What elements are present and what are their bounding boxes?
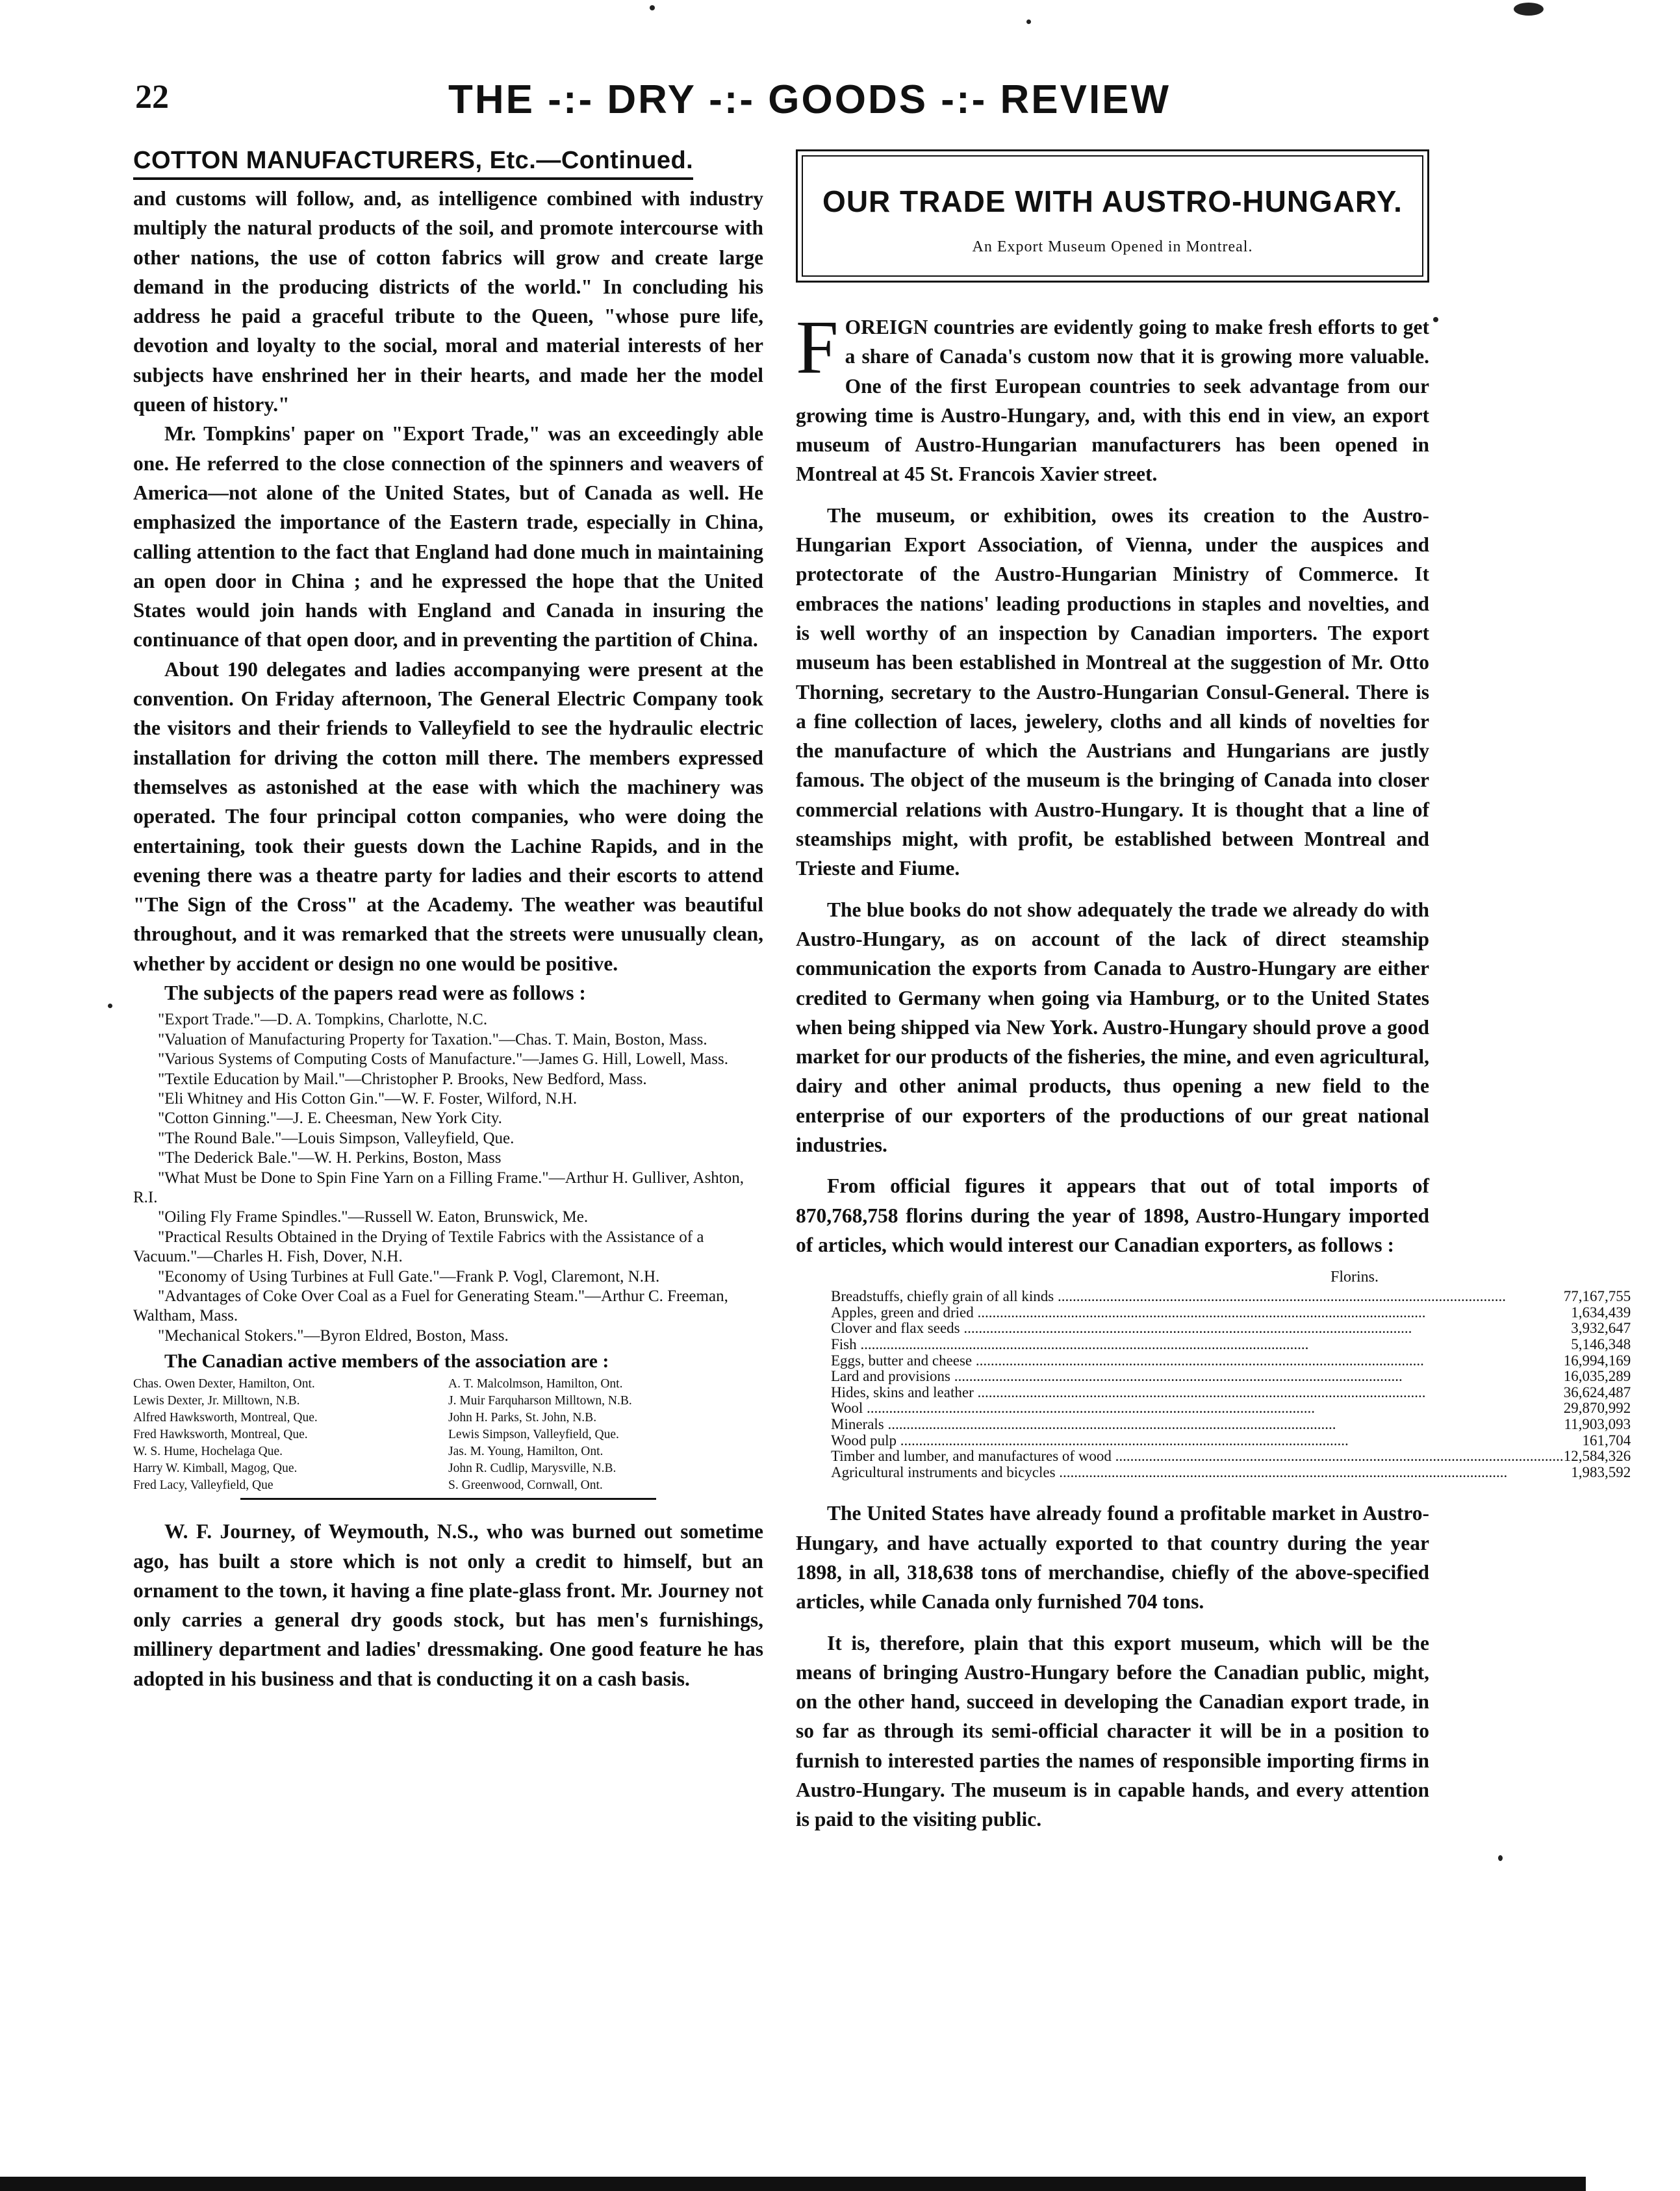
member-name: Chas. Owen Dexter, Hamilton, Ont. [133, 1377, 315, 1391]
import-value: 5,146,348 [1571, 1336, 1631, 1352]
scan-artifact [1514, 3, 1544, 16]
table-row [796, 1449, 1680, 1465]
import-value: 3,932,647 [1571, 1320, 1631, 1337]
import-item: Minerals ........................................................................................................................ [831, 1415, 1336, 1432]
import-item: Clover and flax seeds ........................................................................................................................ [831, 1320, 1412, 1337]
paper-entry: "Valuation of Manufacturing Property for Taxation."—Chas. T. Main, Boston, Mass. [158, 1030, 707, 1048]
import-item: Lard and provisions ........................................................................................................................ [831, 1368, 1403, 1385]
paragraph: From official figures it appears that out of total imports of 870,768,758 florins during the year of 1898, Austro-Hungary imported of articles, which would interest our Canadian exporters, as follows : [796, 1174, 1429, 1256]
paper-entry: "The Round Bale."—Louis Simpson, Valleyfield, Que. [158, 1129, 515, 1147]
left-column [133, 147, 763, 1693]
paper-entry: "Export Trade."—D. A. Tompkins, Charlotte, N.C. [158, 1011, 488, 1029]
article-title-box [796, 149, 1429, 283]
paragraph: The United States have already found a profitable market in Austro-Hungary, and have actually exported to that country during the year 1898, in all, 318,638 tons of merchandise, chiefly of the above-specified articles, while Canada only furnished 704 tons. [796, 1502, 1429, 1614]
member-name: Jas. M. Young, Hamilton, Ont. [448, 1445, 604, 1459]
right-column [796, 147, 1631, 1834]
import-value: 16,035,289 [1563, 1368, 1631, 1385]
paragraph: The blue books do not show adequately the trade we already do with Austro-Hungary, as on account of the lack of direct steamship communication the exports from Canada to Austro-Hungary are either credited to Germany when going via Hamburg, or to the United States when being shipped via New York. Austro-Hungary should prove a good market for our products of the fisheries, the mine, and even agricultural, dairy and other animal products, thus opening a new field to the enterprise of our exporters of the productions of our great national industries. [796, 898, 1429, 1157]
table-row [796, 1353, 1680, 1369]
table-row [796, 1417, 1680, 1433]
paper-entry: "Mechanical Stokers."—Byron Eldred, Boston, Mass. [158, 1326, 509, 1345]
paragraph [796, 305, 1429, 489]
table-row [796, 1385, 1680, 1401]
paper-entry: "Advantages of Coke Over Coal as a Fuel for Generating Steam."—Arthur C. Freeman, Waltham, Mass. [133, 1287, 728, 1325]
members-row [133, 1460, 763, 1477]
paper-entry: "The Dederick Bale."—W. H. Perkins, Boston, Mass [158, 1149, 502, 1167]
paragraph: It is, therefore, plain that this export museum, which will be the means of bringing Austro-Hungary before the Canadian public, might, on the other hand, succeed in developing the Canadian export trade, in so far as through its semi-official character it will be in a position to furnish to interested parties the names of responsible importing firms in Austro-Hungary. The museum is in capable hands, and every attention is paid to the visiting public. [796, 1631, 1429, 1831]
paper-entry: "Eli Whitney and His Cotton Gin."—W. F. Foster, Wilford, N.H. [158, 1089, 578, 1108]
import-value: 36,624,487 [1563, 1384, 1631, 1400]
members-table [133, 1376, 763, 1494]
article-subtitle: An Export Museum Opened in Montreal. [972, 238, 1253, 255]
import-value: 16,994,169 [1563, 1352, 1631, 1369]
papers-list [133, 1010, 763, 1346]
import-item: Apples, green and dried ........................................................................................................................ [831, 1304, 1426, 1321]
member-name: Fred Hawksworth, Montreal, Que. [133, 1428, 308, 1442]
page-number: 22 [135, 79, 169, 116]
table-row [796, 1400, 1680, 1417]
member-name: S. Greenwood, Cornwall, Ont. [448, 1478, 603, 1493]
import-item: Breadstuffs, chiefly grain of all kinds ........................................................................................................................ [831, 1288, 1506, 1305]
table-row [796, 1321, 1680, 1337]
import-value: 11,903,093 [1564, 1415, 1631, 1432]
member-name: Alfred Hawksworth, Montreal, Que. [133, 1411, 318, 1425]
import-value: 77,167,755 [1563, 1288, 1631, 1305]
paper-entry: "Oiling Fly Frame Spindles."—Russell W. Eaton, Brunswick, Me. [158, 1208, 589, 1226]
import-value: 12,584,326 [1563, 1448, 1631, 1465]
import-item: Eggs, butter and cheese ........................................................................................................................ [831, 1352, 1424, 1369]
paragraph: About 190 delegates and ladies accompanying were present at the convention. On Friday afternoon, The General Electric Company took the visitors and their friends to Valleyfield to see the hydraulic electric installation for driving the cotton mill there. The members expressed themselves as astonished at the ease with which the machinery was operated. The four principal cotton companies, who were doing the entertaining, took their guests down the Lachine Rapids, and in the evening there was a theatre party for ladies and their escorts to attend "The Sign of the Cross" at the Academy. The weather was beautiful throughout, and it was remarked that the streets were unusually clean, whether by accident or design no one would be positive. [133, 657, 763, 975]
paragraph: The subjects of the papers read were as follows : [164, 982, 586, 1005]
import-value: 29,870,992 [1563, 1400, 1631, 1417]
paper-entry: "Practical Results Obtained in the Drying of Textile Fabrics with the Assistance of a Vacuum."—Charles H. Fish, Dover, N.H. [133, 1228, 704, 1266]
paper-entry: "Economy of Using Turbines at Full Gate."—Frank P. Vogl, Claremont, N.H. [158, 1267, 660, 1285]
paper-entry: "Various Systems of Computing Costs of Manufacture."—James G. Hill, Lowell, Mass. [158, 1050, 728, 1069]
member-name: Lewis Dexter, Jr. Milltown, N.B. [133, 1394, 300, 1408]
masthead-title: THE -:- DRY -:- GOODS -:- REVIEW [448, 77, 1171, 122]
members-row [133, 1477, 763, 1494]
scan-artifact [108, 1004, 112, 1008]
paper-entry: "Textile Education by Mail."—Christopher P. Brooks, New Bedford, Mass. [158, 1070, 647, 1088]
import-item: Fish ........................................................................................................................ [831, 1336, 1309, 1352]
import-item: Hides, skins and leather ........................................................................................................................ [831, 1384, 1426, 1400]
member-name: J. Muir Farquharson Milltown, N.B. [448, 1394, 632, 1408]
paragraph: W. F. Journey, of Weymouth, N.S., who was burned out sometime ago, has built a store which is not only a credit to himself, but an ornament to the town, it having a fine plate-glass front. Mr. Journey not only carries a general dry goods stock, but has men's furnishings, millinery department and ladies' dressmaking. One good feature he has adopted in his business and that is conducting it on a cash basis. [133, 1520, 763, 1690]
drop-cap: F [796, 305, 839, 390]
import-item: Agricultural instruments and bicycles ........................................................................................................................ [831, 1463, 1508, 1480]
scan-artifact [1498, 1855, 1503, 1861]
members-row [133, 1393, 763, 1410]
figures-heading: Florins. [1330, 1269, 1379, 1286]
paper-entry: "Cotton Ginning."—J. E. Cheesman, New York City. [158, 1109, 502, 1128]
table-row [796, 1369, 1680, 1385]
scan-artifact [650, 5, 655, 10]
import-item: Timber and lumber, and manufactures of wood ........................................................................................................................ [831, 1448, 1564, 1465]
scan-artifact [1026, 19, 1031, 24]
import-item: Wool ........................................................................................................................ [831, 1400, 1316, 1417]
member-name: Harry W. Kimball, Magog, Que. [133, 1462, 298, 1476]
member-name: A. T. Malcolmson, Hamilton, Ont. [448, 1377, 623, 1391]
member-name: W. S. Hume, Hochelaga Que. [133, 1445, 283, 1459]
paragraph: Mr. Tompkins' paper on "Export Trade," was an exceedingly able one. He referred to the close connection of the spinners and weavers of America—not alone of the United States, but of Canada as well. He emphasized the importance of the Eastern trade, especially in China, calling attention to the fact that England had done much in maintaining an open door in China ; and he expressed the hope that the United States would join hands with England and Canada in insuring the continuance of that open door, and in preventing the partition of China. [133, 422, 763, 652]
table-row [796, 1305, 1680, 1321]
table-row [796, 1289, 1680, 1305]
imports-table [796, 1289, 1680, 1480]
paragraph: and customs will follow, and, as intelligence combined with industry multiply the natural products of the soil, and promote intercourse with other nations, the use of cotton fabrics will grow and create large demand in the producing districts of the world." In concluding his address he paid a graceful tribute to the Queen, "whose pure life, devotion and loyalty to the social, moral and material interests of her subjects have enshrined her in their hearts, and made her the model queen of history." [133, 187, 763, 416]
paragraph-text: OREIGN countries are evidently going to make fresh efforts to get a share of Canada's custom now that it is growing more valuable. One of the first European countries to seek advantage from our growing time is Austro-Hungary, and, with this end in view, an export museum of Austro-Hungarian manufacturers has been opened in Montreal at 45 St. Francois Xavier street. [796, 316, 1429, 486]
article-title-box-inner [802, 155, 1423, 277]
table-row [796, 1465, 1680, 1481]
section-heading: COTTON MANUFACTURERS, Etc.—Continued. [133, 147, 693, 180]
table-row [796, 1337, 1680, 1353]
member-name: John H. Parks, St. John, N.B. [448, 1411, 597, 1425]
member-name: John R. Cudlip, Marysville, N.B. [448, 1462, 617, 1476]
paragraph: The museum, or exhibition, owes its creation to the Austro-Hungarian Export Association, of Vienna, under the auspices and protectorate of the Austro-Hungarian Ministry of Commerce. It embraces the nations' leading productions in staples and novelties, and is well worthy of an inspection by Canadian importers. The export museum has been established in Montreal at the suggestion of Mr. Otto Thorning, secretary to the Austro-Hungarian Consul-General. There is a fine collection of laces, jewelery, cloths and all kinds of novelties for the manufacture of which the Austrians and Hungarians are justly famous. The object of the museum is the bringing of Canada into closer commercial relations with Austro-Hungary. It is thought that a line of steamships might, with profit, be established between Montreal and Trieste and Fiume. [796, 503, 1429, 880]
scan-artifact [1433, 317, 1438, 322]
scan-edge [0, 2177, 1586, 2191]
member-name: Fred Lacy, Valleyfield, Que [133, 1478, 274, 1493]
import-value: 1,983,592 [1571, 1463, 1631, 1480]
import-item: Wood pulp ........................................................................................................................ [831, 1432, 1349, 1449]
import-value: 161,704 [1582, 1432, 1631, 1449]
members-row [133, 1426, 763, 1443]
paper-entry: "What Must be Done to Spin Fine Yarn on a Filling Frame."—Arthur H. Gulliver, Ashton, R.I. [133, 1169, 745, 1206]
members-row [133, 1443, 763, 1460]
section-divider [240, 1498, 656, 1500]
member-name: Lewis Simpson, Valleyfield, Que. [448, 1428, 619, 1442]
article-title: OUR TRADE WITH AUSTRO-HUNGARY. [822, 184, 1403, 218]
members-row [133, 1410, 763, 1426]
import-value: 1,634,439 [1571, 1304, 1631, 1321]
members-row [133, 1376, 763, 1393]
table-row [796, 1433, 1680, 1449]
members-heading: The Canadian active members of the association are : [164, 1350, 609, 1373]
